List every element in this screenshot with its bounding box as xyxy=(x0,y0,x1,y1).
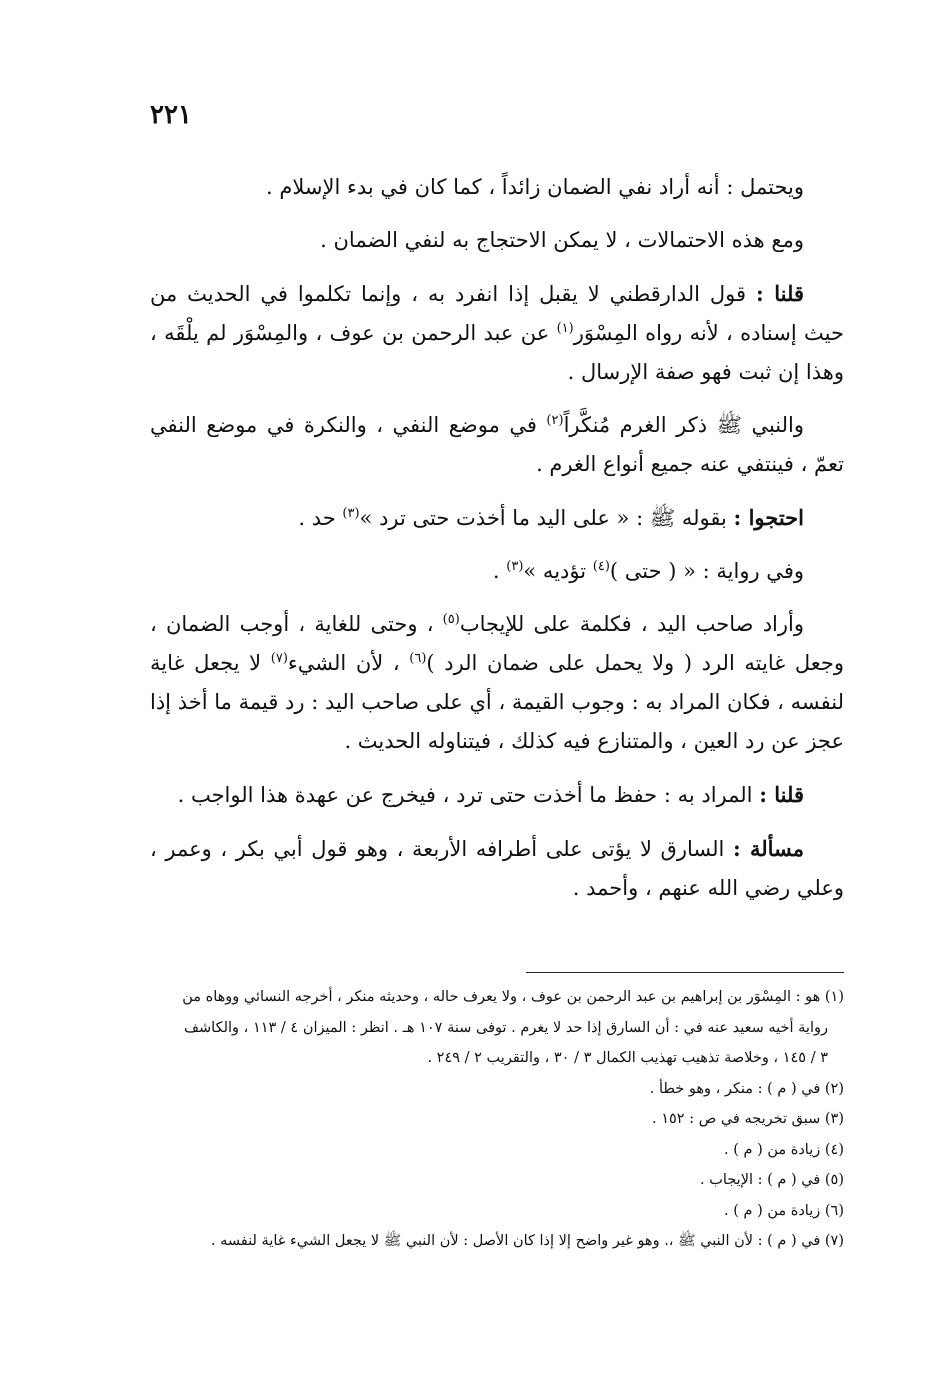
footnote-ref: (٦) xyxy=(409,651,427,666)
paragraph-1 xyxy=(150,168,844,207)
paragraph-9 xyxy=(150,829,844,908)
paragraph-text: ومع هذه الاحتمالات ، لا يمكن الاحتجاج به لنفي الضمان . xyxy=(320,228,804,252)
footnote-ref: (٢) xyxy=(546,413,564,428)
paragraph-text: عن عبد الرحمن بن عوف ، والمِسْوَر لم يلْقَه ، وهذا إن ثبت فهو صفة الإرسال . xyxy=(150,321,844,384)
paragraph-text: ويحتمل : أنه أراد نفي الضمان زائداً ، كما كان في بدء الإسلام . xyxy=(266,175,804,199)
paragraph-4 xyxy=(150,406,844,484)
paragraph-text: وفي رواية : « ( حتى ) xyxy=(609,559,804,583)
main-text xyxy=(150,168,844,922)
paragraph-lead: احتجوا : xyxy=(733,505,804,530)
footnotes xyxy=(150,982,844,1257)
paragraph-text: السارق لا يؤتى على أطرافه الأربعة ، وهو قول أبي بكر ، وعمر ، وعلي رضي الله عنهم ، وأحمد . xyxy=(150,837,844,900)
paragraph-text: ، لأن الشيء xyxy=(287,651,410,675)
footnote-line: (٥) في ( م ) : الإيجاب . xyxy=(700,1172,844,1188)
footnote-line: (٦) زيادة من ( م ) . xyxy=(724,1202,844,1219)
paragraph-lead: مسألة : xyxy=(732,836,804,861)
paragraph-text: تؤديه » xyxy=(523,559,593,583)
footnote-line: رواية أخيه سعيد عنه في : أن السارق إذا حد لا يغرم . توفى سنة ١٠٧ هـ . انظر : الميزان ٤ / ١١٣ ، والكاشف xyxy=(184,1019,828,1036)
footnote-line: (١) هو : المِسْوَر بن إبراهيم بن عبد الرحمن بن عوف ، ولا يعرف حاله ، وحديثه منكر ، أخرجه النسائي ووهاه من xyxy=(182,989,844,1005)
paragraph-text: . xyxy=(492,559,507,583)
paragraph-text: حد . xyxy=(298,506,343,530)
footnote-line: (٤) زيادة من ( م ) . xyxy=(724,1141,844,1158)
paragraph-5 xyxy=(150,498,844,538)
paragraph-lead: قلنا : xyxy=(759,782,804,807)
footnote-ref: (٤) xyxy=(592,559,610,574)
paragraph-text: قول الدارقطني لا يقبل إذا انفرد به ، وإنما تكلموا في الحديث من حيث إسناده ، لأنه رواه المِسْوَر xyxy=(150,282,844,345)
paragraph-text: المراد به : حفظ ما أخذت حتى ترد ، فيخرج عن عهدة هذا الواجب . xyxy=(177,783,760,807)
footnote-ref: (٣) xyxy=(506,559,524,574)
paragraph-6 xyxy=(150,552,844,591)
paragraph-text: ، وحتى للغاية ، أوجب الضمان ، وجعل غايته الرد ( ولا يحمل على ضمان الرد ) xyxy=(150,612,845,675)
paragraph-text: بقوله ﷺ : « على اليد ما أخذت حتى ترد » xyxy=(359,506,734,530)
footnote-line: (٣) سبق تخريجه في ص : ١٥٢ . xyxy=(652,1111,844,1127)
footnote-line: ٣ / ١٤٥ ، وخلاصة تذهيب تهذيب الكمال ٣ / ٣٠ ، والتقريب ٢ / ٢٤٩ . xyxy=(427,1050,828,1066)
paragraph-8 xyxy=(150,775,844,815)
paragraph-7 xyxy=(150,605,844,761)
paragraph-text: في موضع النفي ، والنكرة في موضع النفي تعمّ ، فينتفي عنه جميع أنواع الغرم . xyxy=(150,413,844,476)
paragraph-lead: قلنا : xyxy=(755,281,805,306)
footnote-ref: (٣) xyxy=(342,506,360,521)
footnote-ref: (٥) xyxy=(442,612,460,627)
footnote-ref: (١) xyxy=(556,321,574,336)
paragraph-text: وأراد صاحب اليد ، فكلمة على للإيجاب xyxy=(459,612,804,636)
footnote-divider xyxy=(526,972,844,973)
page-number: ٢٢١ xyxy=(150,100,192,130)
paragraph-3 xyxy=(150,274,844,392)
footnote-ref: (٧) xyxy=(270,651,288,666)
paragraph-text: لا يجعل غاية لنفسه ، فكان المراد به : وجوب القيمة ، أي على صاحب اليد : رد قيمة ما أخذ إذا عجز عن رد العين ، والمتنازع فيه كذلك ، فيتناوله الحديث . xyxy=(150,651,844,753)
footnote-line: (٢) في ( م ) : منكر ، وهو خطأ . xyxy=(649,1080,844,1097)
paragraph-text: والنبي ﷺ ذكر الغرم مُنكَّراً xyxy=(563,413,804,437)
paragraph-2 xyxy=(150,221,844,260)
footnote-line: (٧) في ( م ) : لأن النبي ﷺ ،. وهو غير واضح إلا إذا كان الأصل : لأن النبي ﷺ لا يجعل الشيء غاية لنفسه . xyxy=(210,1233,844,1249)
